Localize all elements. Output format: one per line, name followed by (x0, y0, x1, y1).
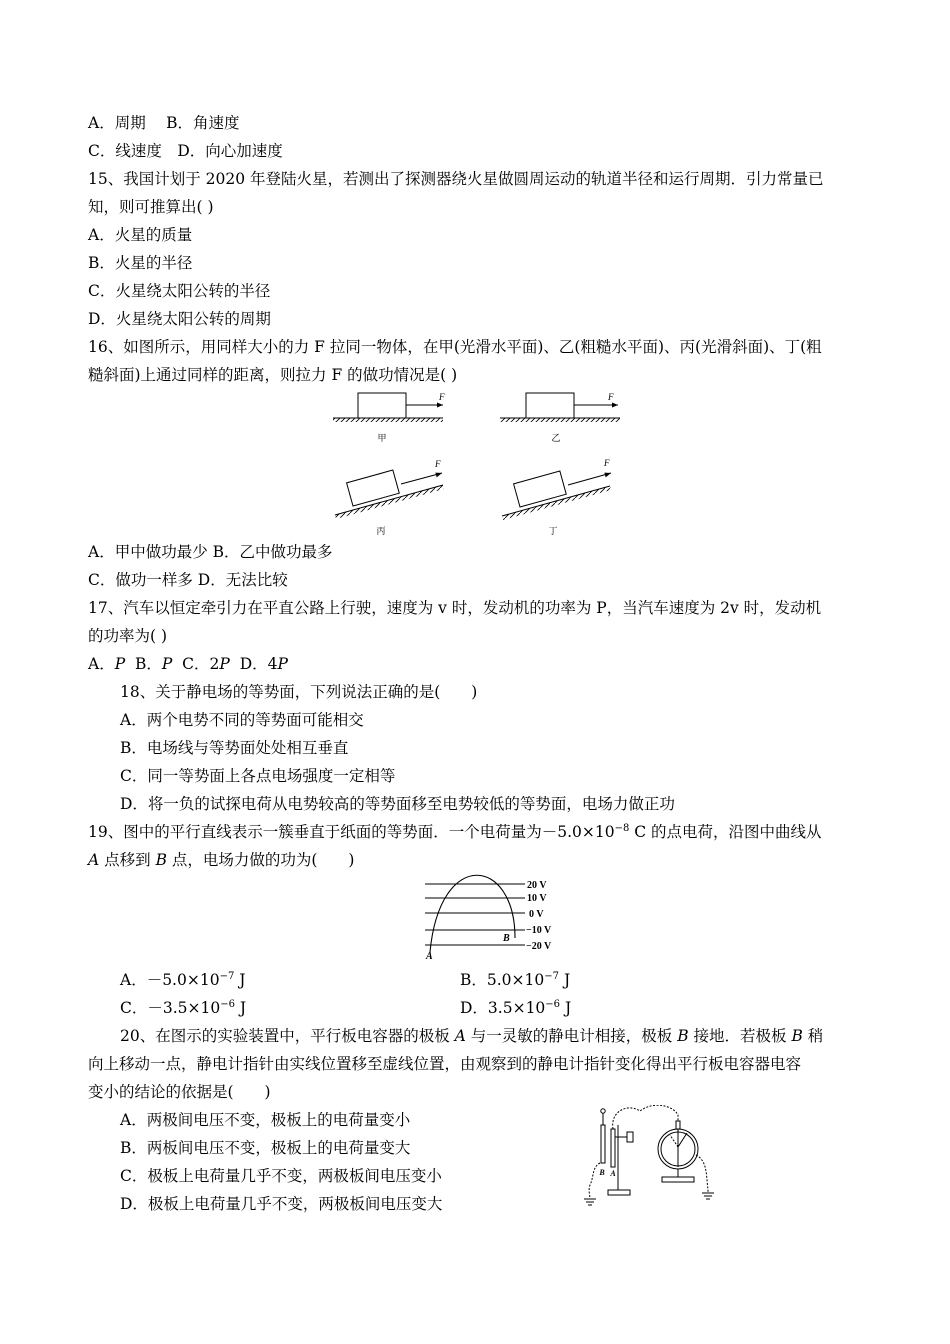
caption-ding: 丁 (548, 526, 558, 536)
q17-stem-line2: 的功率为( ) (88, 627, 168, 645)
label-0v: 0 V (529, 909, 544, 920)
plate-b-label: B (599, 1168, 605, 1177)
q18-option-b: B．电场线与等势面处处相互垂直 (120, 739, 349, 757)
label-10v: 10 V (527, 893, 547, 904)
force-label: F (608, 392, 614, 402)
equipotential-lines (425, 884, 525, 945)
electrometer-base (662, 1177, 694, 1182)
q19-option-a: A．$-5.0\times 10^{-7}$ J (120, 971, 246, 989)
label-20v: 20 V (527, 880, 547, 891)
plate-a-label: A (610, 1169, 616, 1178)
force-arrow (401, 473, 442, 484)
stand-base (608, 1190, 630, 1195)
panel-jia (333, 392, 445, 443)
q18-option-d: D．将一负的试探电荷从电势较高的等势面移至电势较低的等势面，电场力做正功 (120, 795, 675, 813)
caption-bing: 丙 (376, 526, 386, 536)
q15-option-b: B．火星的半径 (88, 254, 193, 272)
panel-yi (500, 392, 620, 443)
wire-to-electrometer (613, 1105, 678, 1129)
q19-stem-line2: A 点移到 B 点，电场力做的功为( ) (88, 851, 355, 869)
q16-options-line2: C．做功一样多 D．无法比较 (88, 571, 288, 589)
q20-stem-line2: 向上移动一点，静电计指针由实线位置移至虚线位置，由观察到的静电计指针变化得出平行板电容器电容 (88, 1055, 802, 1073)
q20-stem-line1: 20、在图示的实验装置中，平行板电容器的极板 A 与一灵敏的静电计相接，极板 B 接地．若极板 B 稍 (120, 1027, 824, 1045)
q20-option-c: C．极板上电荷量几乎不变，两极板间电压变小 (120, 1167, 442, 1185)
q18-option-c: C．同一等势面上各点电场强度一定相等 (120, 767, 396, 785)
q18-option-a: A．两个电势不同的等势面可能相交 (120, 711, 364, 729)
force-arrow (568, 473, 611, 485)
q16-stem-line1: 16、如图所示，用同样大小的力 F 拉同一物体，在甲(光滑水平面)、乙(粗糙水平面)、丙(光滑斜面)、丁(粗 (88, 338, 822, 356)
panel-bing (335, 459, 444, 536)
q18-stem: 18、关于静电场的等势面，下列说法正确的是( ) (120, 683, 478, 701)
q20-option-a: A．两极间电压不变，极板上的电荷量变小 (120, 1111, 411, 1129)
q19-option-d: D．$3.5\times 10^{-6}$ J (460, 999, 572, 1017)
force-label: F (604, 458, 610, 468)
q20-option-b: B．两板间电压不变，极板上的电荷量变大 (120, 1139, 411, 1157)
q20-capacitor-electrometer-figure (578, 1105, 718, 1210)
q19-option-b: B．$5.0\times 10^{-7}$ J (460, 971, 571, 989)
q15-option-c: C．火星绕太阳公转的半径 (88, 282, 271, 300)
force-label: F (439, 392, 445, 402)
plate-b (601, 1125, 605, 1163)
block (358, 393, 406, 418)
q17-options: A．P B．P C．2P D．4P (88, 655, 288, 673)
q16-options-line1: A．甲中做功最少 B．乙中做功最多 (88, 543, 333, 561)
label-minus10v: −10 V (526, 925, 552, 936)
label-minus20v: −20 V (526, 941, 552, 952)
q14-options-line2: C．线速度 D．向心加速度 (88, 142, 283, 160)
panel-ding (502, 458, 611, 536)
q15-option-a: A．火星的质量 (88, 226, 193, 244)
q20-option-d: D．极板上电荷量几乎不变，两极板间电压变大 (120, 1195, 443, 1213)
q16-stem-line2: 糙斜面)上通过同样的距离，则拉力 F 的做功情况是( ) (88, 366, 458, 384)
q15-stem-line2: 知，则可推算出( ) (88, 198, 214, 216)
caption-yi: 乙 (551, 433, 561, 443)
block (526, 393, 574, 418)
q19-stem-line1: 19、图中的平行直线表示一簇垂直于纸面的等势面．一个电荷量为$-5.0\times 10^{-8}$ C 的点电荷，沿图中曲线从 (88, 823, 822, 841)
q19-equipotential-figure (420, 872, 570, 962)
point-a-label: A (426, 951, 433, 962)
ground-wire-right (696, 1155, 708, 1193)
caption-jia: 甲 (377, 433, 387, 443)
q14-options-line1: A．周期 B．角速度 (88, 114, 240, 132)
q19-option-c: C．$-3.5\times 10^{-6}$ J (120, 999, 247, 1017)
q15-option-d: D．火星绕太阳公转的周期 (88, 310, 271, 328)
force-label: F (435, 459, 441, 469)
q16-force-figure (325, 388, 625, 540)
q15-stem-line1: 15、我国计划于 2020 年登陆火星，若测出了探测器绕火星做圆周运动的轨道半径和运行周期．引力常量已 (88, 170, 824, 188)
q20-stem-line3: 变小的结论的依据是( ) (88, 1083, 271, 1101)
plate-a (611, 1129, 615, 1167)
q17-stem-line1: 17、汽车以恒定牵引力在平直公路上行驶，速度为 v 时，发动机的功率为 P，当汽车速度为 2v 时，发动机 (88, 599, 822, 617)
point-b-label: B (503, 933, 510, 944)
